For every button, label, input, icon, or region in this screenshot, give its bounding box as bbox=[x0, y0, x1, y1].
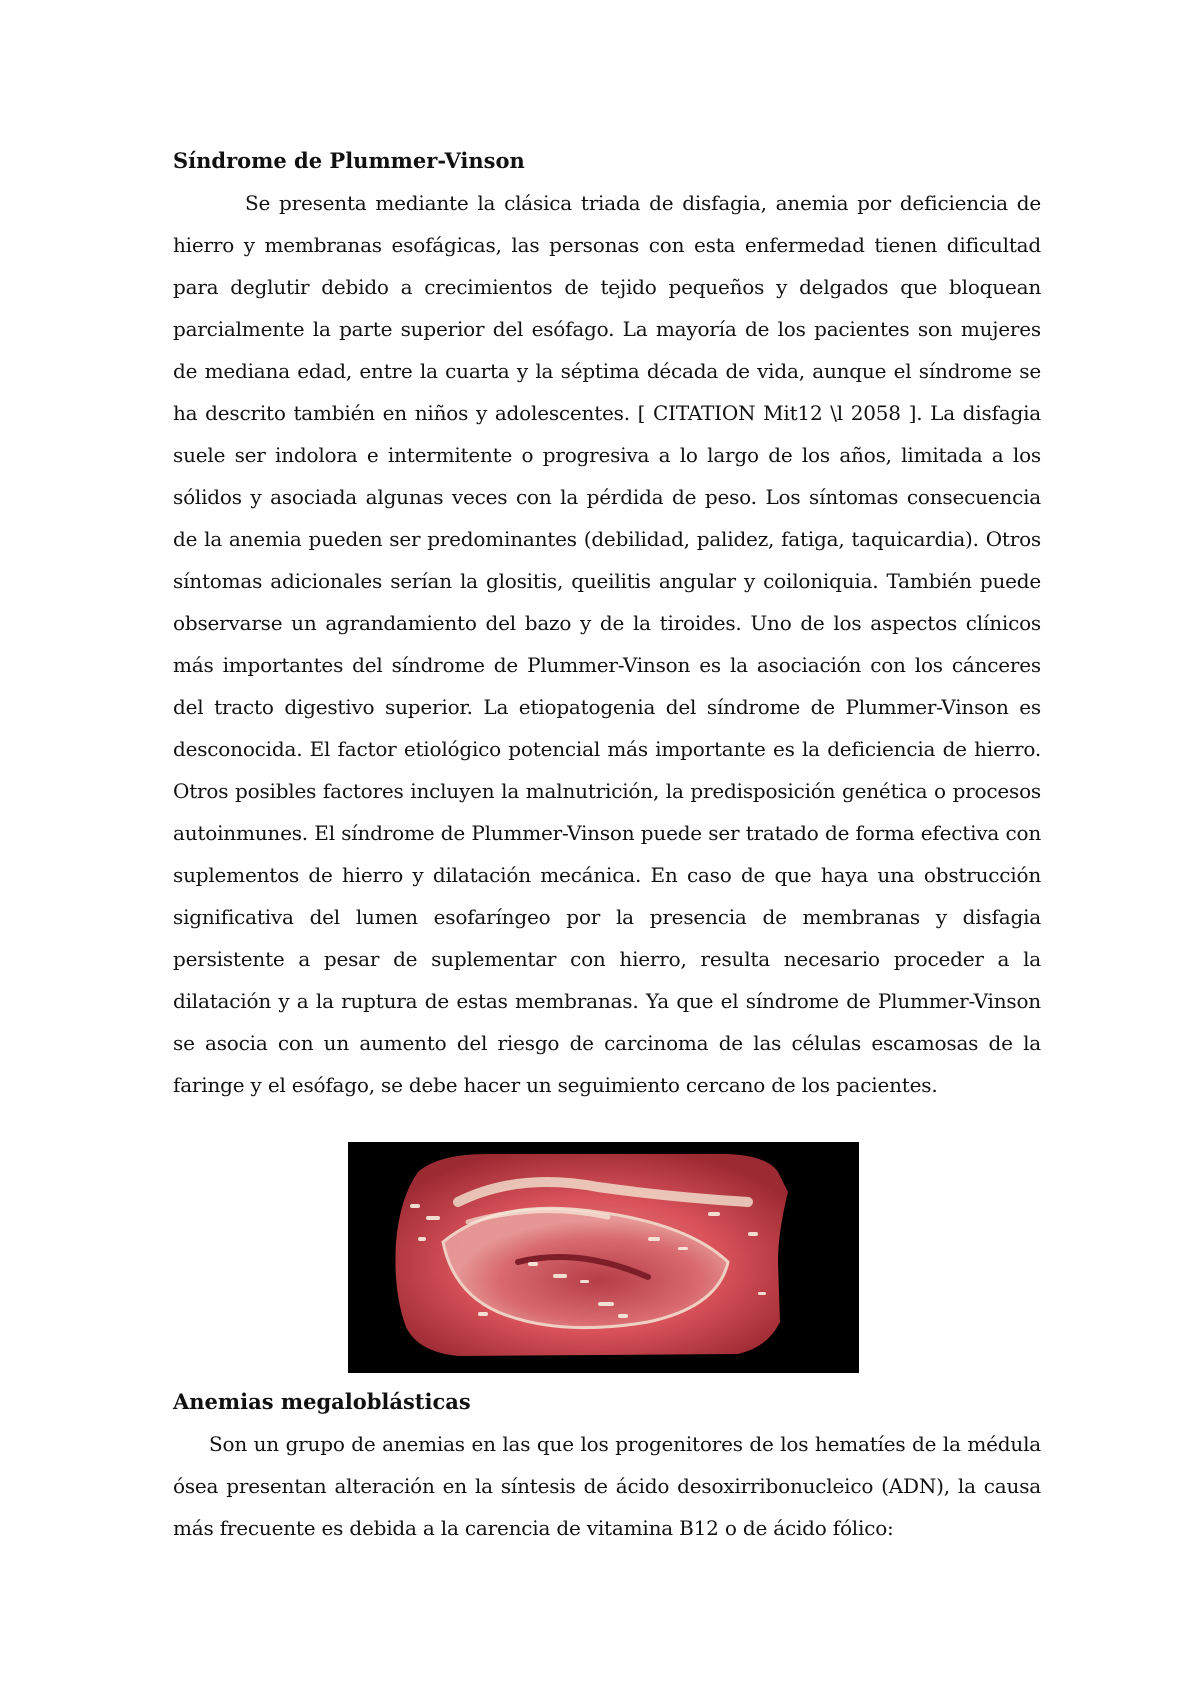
section-heading-plummer-vinson: Síndrome de Plummer-Vinson bbox=[173, 148, 525, 173]
section-heading-anemias-megaloblasticas: Anemias megaloblásticas bbox=[173, 1389, 471, 1414]
paragraph-plummer-vinson: Se presenta mediante la clásica triada de disfagia, anemia por deficiencia de hierro y membranas esofágicas, las personas con esta enfermedad tienen dificultad para deglutir debido a crecimientos de tejido pequeños y delgados que bloquean parcialmente la parte superior del esófago. La mayoría de los pacientes son mujeres de mediana edad, entre la cuarta y la séptima década de vida, aunque el síndrome se ha descrito también en niños y adolescentes. [ CITATION Mit12 \l 2058 ]. La disfagia suele ser indolora e intermitente o progresiva a lo largo de los años, limitada a los sólidos y asociada algunas veces con la pérdida de peso. Los síntomas consecuencia de la anemia pueden ser predominantes (debilidad, palidez, fatiga, taquicardia). Otros síntomas adicionales serían la glositis, queilitis angular y coiloniquia. También puede observarse un agrandamiento del bazo y de la tiroides. Uno de los aspectos clínicos más importantes del síndrome de Plummer-Vinson es la asociación con los cánceres del tracto digestivo superior. La etiopatogenia del síndrome de Plummer-Vinson es desconocida. El factor etiológico potencial más importante es la deficiencia de hierro. Otros posibles factores incluyen la malnutrición, la predisposición genética o procesos autoinmunes. El síndrome de Plummer-Vinson puede ser tratado de forma efectiva con suplementos de hierro y dilatación mecánica. En caso de que haya una obstrucción significativa del lumen esofaríngeo por la presencia de membranas y disfagia persistente a pesar de suplementar con hierro, resulta necesario proceder a la dilatación y a la ruptura de estas membranas. Ya que el síndrome de Plummer-Vinson se asocia con un aumento del riesgo de carcinoma de las células escamosas de la faringe y el esófago, se debe hacer un seguimiento cercano de los pacientes. bbox=[173, 191, 1041, 1097]
paragraph-anemias-megaloblasticas: Son un grupo de anemias en las que los progenitores de los hematíes de la médula ósea presentan alteración en la síntesis de ácido desoxirribonucleico (ADN), la causa más frecuente es debida a la carencia de vitamina B12 o de ácido fólico: bbox=[173, 1432, 1041, 1540]
endoscopy-photo bbox=[348, 1142, 859, 1373]
document-page bbox=[173, 140, 1041, 1549]
endoscopy-image bbox=[348, 1142, 859, 1373]
